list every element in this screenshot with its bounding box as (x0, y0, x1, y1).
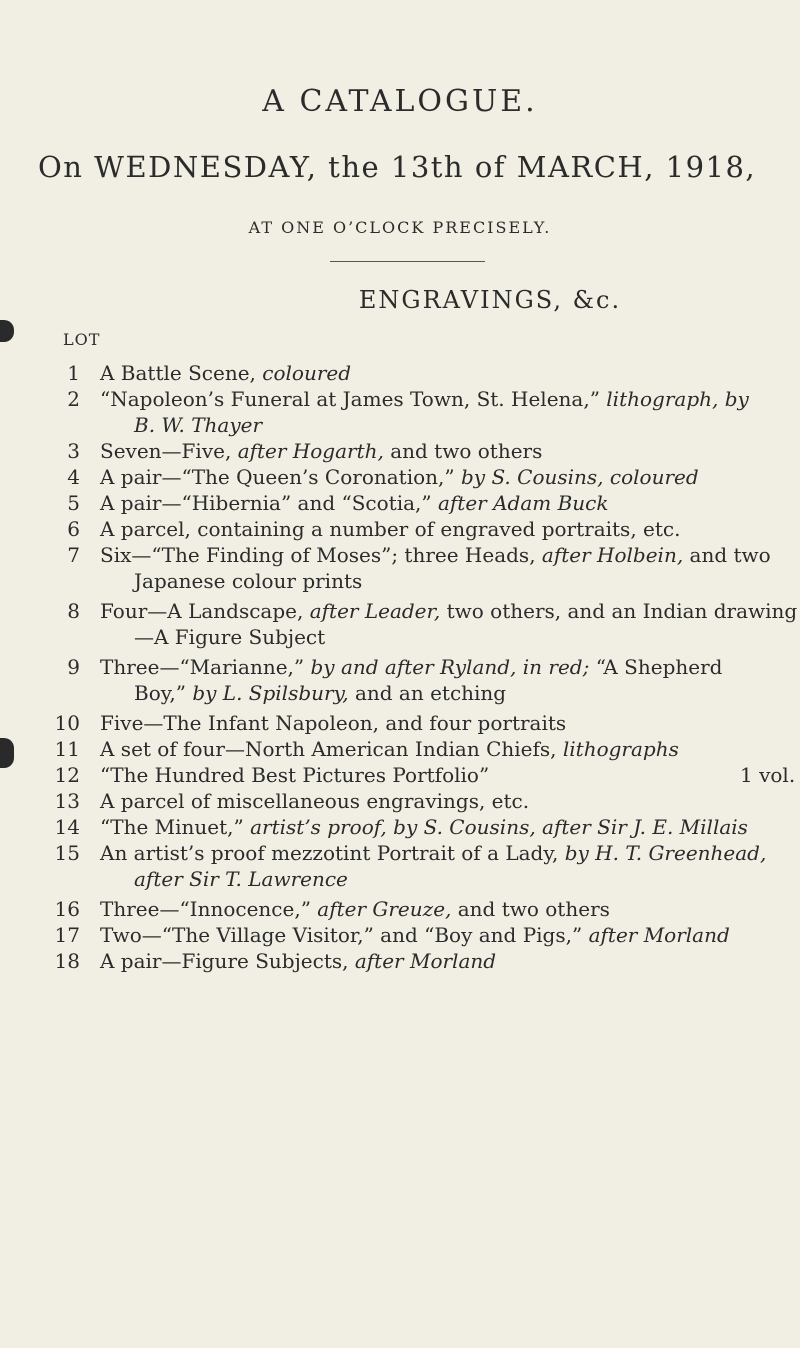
lot-number: 11 (54, 737, 80, 761)
lot-number: 6 (67, 517, 80, 541)
lot-description: Three—“Marianne,” by and after Ryland, in red; “A Shepherd Boy,” by L. Spilsbury, and an etching (100, 655, 723, 705)
lot-description: Two—“The Village Visitor,” and “Boy and Pigs,” after Morland (100, 923, 730, 947)
catalogue-title: A CATALOGUE. (262, 84, 538, 119)
lot-description: A pair—“The Queen’s Coronation,” by S. Cousins, coloured (100, 465, 699, 489)
lot-description: A Battle Scene, coloured (100, 361, 352, 385)
lot-description: Four—A Landscape, after Leader, two others, and an Indian drawing —A Figure Subject (100, 599, 798, 649)
section-divider (330, 261, 485, 262)
section-title: ENGRAVINGS, &c. (358, 286, 622, 314)
lot-number: 1 (67, 361, 80, 385)
lot-description: A set of four—North American Indian Chiefs, lithographs (100, 737, 679, 761)
binding-mark (0, 320, 14, 342)
lot-number: 4 (67, 465, 80, 489)
lot-description: A parcel of miscellaneous engravings, etc. (100, 789, 530, 813)
lot-column-header: LOT (63, 330, 101, 349)
lot-number: 17 (54, 923, 80, 947)
lot-number: 13 (54, 789, 80, 813)
sale-date-line: On WEDNESDAY, the 13th of MARCH, 1918, (38, 150, 757, 184)
lot-description: A parcel, containing a number of engraved portraits, etc. (100, 517, 681, 541)
lot-description: Three—“Innocence,” after Greuze, and two others (100, 897, 610, 921)
lot-description: An artist’s proof mezzotint Portrait of a Lady, by H. T. Greenhead, after Sir T. Lawrence (100, 841, 767, 891)
volume-count: 1 vol. (740, 763, 796, 787)
binding-mark (0, 738, 14, 768)
lot-number: 14 (54, 815, 80, 839)
lot-number: 9 (67, 655, 80, 679)
lot-description: A pair—“Hibernia” and “Scotia,” after Adam Buck (100, 491, 609, 515)
lot-description: Six—“The Finding of Moses”; three Heads, after Holbein, and two Japanese colour prints (100, 543, 771, 593)
lot-number: 18 (54, 949, 80, 973)
lot-number: 2 (67, 387, 80, 411)
sale-time-line: AT ONE O’CLOCK PRECISELY. (248, 218, 552, 237)
lot-number: 12 (54, 763, 80, 787)
lot-description: A pair—Figure Subjects, after Morland (100, 949, 497, 973)
lot-number: 5 (67, 491, 80, 515)
lot-description: “The Minuet,” artist’s proof, by S. Cousins, after Sir J. E. Millais (100, 815, 748, 839)
lot-number: 16 (54, 897, 80, 921)
lot-description: “The Hundred Best Pictures Portfolio” 1 vol. (100, 763, 796, 787)
lot-number: 3 (67, 439, 80, 463)
lot-number: 8 (67, 599, 80, 623)
lot-description: “Napoleon’s Funeral at James Town, St. Helena,” lithograph, by B. W. Thayer (100, 387, 749, 437)
lot-number: 15 (54, 841, 80, 865)
lot-description: Five—The Infant Napoleon, and four portraits (100, 711, 567, 735)
lot-description: Seven—Five, after Hogarth, and two others (100, 439, 543, 463)
lot-number: 7 (67, 543, 80, 567)
lot-number: 10 (54, 711, 80, 735)
